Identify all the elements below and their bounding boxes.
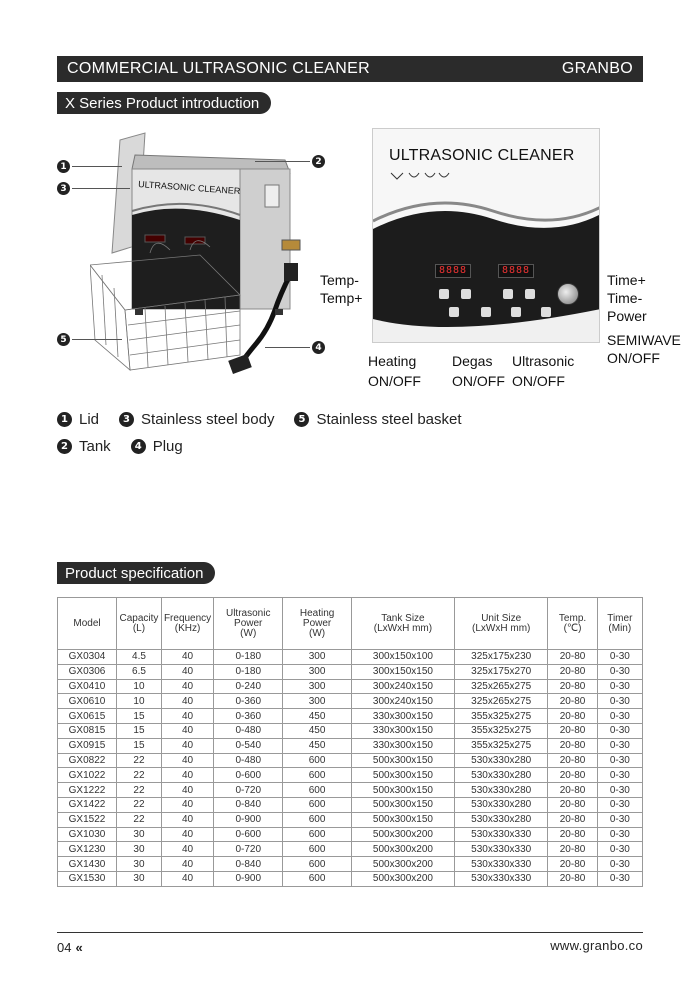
legend-badge: 1 [57, 412, 72, 427]
legend-label: Stainless steel basket [316, 411, 462, 428]
column-header [283, 598, 352, 650]
table-cell: 530x330x330 [454, 842, 547, 857]
label-heating-onoff: ON/OFF [368, 373, 421, 389]
table-cell: 500x300x150 [351, 768, 454, 783]
table-cell: 0-30 [597, 768, 642, 783]
brand-name: GRANBO [561, 60, 633, 77]
table-cell: 600 [283, 797, 352, 812]
column-header [454, 598, 547, 650]
table-cell: 355x325x275 [454, 709, 547, 724]
table-cell: 500x300x150 [351, 797, 454, 812]
column-header [597, 598, 642, 650]
column-header [58, 598, 117, 650]
table-cell: 20-80 [548, 797, 597, 812]
website-url: www.granbo.co [550, 938, 643, 953]
label-semiwave-onoff: ON/OFF [607, 350, 660, 366]
table-cell: GX0915 [58, 738, 117, 753]
table-cell: GX0815 [58, 723, 117, 738]
ultrasonic-wave-icon [389, 169, 451, 181]
table-cell: 600 [283, 827, 352, 842]
column-header-line: Heating [299, 607, 335, 619]
spec-table [57, 597, 643, 887]
table-cell: 0-600 [214, 768, 283, 783]
table-cell: 20-80 [548, 650, 597, 665]
leader-line [265, 347, 310, 348]
table-cell: 40 [161, 709, 213, 724]
time-display: 8888 [498, 264, 534, 278]
table-cell: 40 [161, 812, 213, 827]
column-header-line: (Min) [608, 622, 632, 634]
table-row [58, 871, 643, 886]
legend-label: Tank [79, 438, 111, 455]
table-cell: 600 [283, 857, 352, 872]
table-cell: 0-30 [597, 709, 642, 724]
control-panel-image [372, 128, 600, 343]
table-cell: GX1422 [58, 797, 117, 812]
leader-line [72, 188, 130, 189]
table-cell: 0-360 [214, 694, 283, 709]
label-degas-onoff: ON/OFF [452, 373, 505, 389]
callout-badge: 3 [57, 182, 70, 195]
table-cell: 20-80 [548, 723, 597, 738]
table-cell: 0-480 [214, 723, 283, 738]
table-cell: 20-80 [548, 694, 597, 709]
label-temp-minus: Temp- [320, 272, 359, 288]
table-row [58, 723, 643, 738]
table-cell: 0-900 [214, 812, 283, 827]
power-knob[interactable] [557, 283, 579, 305]
legend-badge: 3 [119, 412, 134, 427]
table-cell: 500x300x150 [351, 753, 454, 768]
callout-badge: 5 [57, 333, 70, 346]
product-illustration [90, 125, 350, 380]
table-cell: 40 [161, 694, 213, 709]
table-cell: 10 [117, 694, 162, 709]
footer-divider [57, 932, 643, 933]
legend-label: Stainless steel body [141, 411, 275, 428]
table-cell: 20-80 [548, 842, 597, 857]
table-cell: 40 [161, 738, 213, 753]
table-cell: 530x330x330 [454, 857, 547, 872]
column-header-line: (L) [132, 622, 146, 634]
table-cell: 300x150x100 [351, 650, 454, 665]
table-cell: 600 [283, 812, 352, 827]
table-cell: 20-80 [548, 857, 597, 872]
table-cell: 325x175x230 [454, 650, 547, 665]
column-header-line: Tank Size [381, 612, 425, 624]
label-semiwave: SEMIWAVE [607, 332, 681, 348]
column-header-line: Power [302, 617, 332, 629]
table-cell: 355x325x275 [454, 738, 547, 753]
table-cell: 0-30 [597, 812, 642, 827]
table-row [58, 768, 643, 783]
double-chevron-left-icon: « [75, 940, 83, 955]
table-cell: 0-240 [214, 679, 283, 694]
callout-2 [312, 155, 325, 168]
label-heating: Heating [368, 353, 417, 369]
table-cell: 0-30 [597, 650, 642, 665]
table-cell: GX0304 [58, 650, 117, 665]
legend-badge: 2 [57, 439, 72, 454]
table-cell: 0-30 [597, 783, 642, 798]
table-row [58, 753, 643, 768]
table-cell: 0-840 [214, 857, 283, 872]
panel-wave-background [373, 199, 600, 343]
callout-1 [57, 160, 70, 173]
table-cell: 40 [161, 827, 213, 842]
table-cell: 300x150x150 [351, 664, 454, 679]
table-cell: 30 [117, 842, 162, 857]
table-cell: 600 [283, 842, 352, 857]
table-cell: 22 [117, 768, 162, 783]
column-header-line: Power [234, 617, 263, 629]
table-cell: 20-80 [548, 664, 597, 679]
table-cell: 0-180 [214, 664, 283, 679]
table-cell: 530x330x280 [454, 783, 547, 798]
table-cell: 20-80 [548, 783, 597, 798]
column-header-line: (W) [309, 627, 326, 639]
table-cell: 530x330x330 [454, 871, 547, 886]
document-title: COMMERCIAL ULTRASONIC CLEANER [67, 60, 370, 77]
table-cell: 20-80 [548, 871, 597, 886]
table-cell: 500x300x200 [351, 842, 454, 857]
table-cell: 500x300x200 [351, 827, 454, 842]
table-cell: 330x300x150 [351, 723, 454, 738]
table-cell: 0-900 [214, 871, 283, 886]
column-header [351, 598, 454, 650]
table-cell: 325x175x270 [454, 664, 547, 679]
table-cell: 30 [117, 871, 162, 886]
table-row [58, 664, 643, 679]
svg-text:ULTRASONIC CLEANER: ULTRASONIC CLEANER [137, 179, 241, 197]
table-cell: 300x240x150 [351, 694, 454, 709]
column-header-line: Timer [607, 612, 633, 624]
table-cell: 40 [161, 857, 213, 872]
table-cell: 20-80 [548, 679, 597, 694]
table-cell: GX1230 [58, 842, 117, 857]
time-plus-button[interactable] [503, 289, 513, 299]
table-cell: 40 [161, 797, 213, 812]
table-cell: 40 [161, 871, 213, 886]
section-title-intro [57, 92, 271, 114]
table-cell: 22 [117, 812, 162, 827]
table-cell: 40 [161, 753, 213, 768]
legend-badge: 5 [294, 412, 309, 427]
spec-table-header [58, 598, 643, 650]
callout-badge: 4 [312, 341, 325, 354]
column-header-line: (LxWxH mm) [373, 622, 433, 634]
column-header-line: Capacity [119, 612, 159, 624]
table-cell: GX0610 [58, 694, 117, 709]
column-header-line: (LxWxH mm) [472, 622, 531, 634]
table-cell: 330x300x150 [351, 709, 454, 724]
callout-badge: 1 [57, 160, 70, 173]
table-cell: 355x325x275 [454, 723, 547, 738]
legend-row-2 [57, 438, 203, 455]
table-cell: 0-180 [214, 650, 283, 665]
table-cell: GX1522 [58, 812, 117, 827]
label-time-plus: Time+ [607, 272, 646, 288]
section-title-intro-text: X Series Product introduction [65, 94, 260, 112]
table-cell: 450 [283, 723, 352, 738]
table-cell: 0-30 [597, 842, 642, 857]
cleaner-drawing [90, 125, 350, 380]
table-cell: 0-30 [597, 827, 642, 842]
table-cell: 20-80 [548, 768, 597, 783]
table-cell: GX0410 [58, 679, 117, 694]
table-cell: 22 [117, 783, 162, 798]
table-cell: 40 [161, 650, 213, 665]
table-cell: 22 [117, 753, 162, 768]
table-cell: 0-30 [597, 797, 642, 812]
table-cell: 530x330x280 [454, 797, 547, 812]
table-cell: 0-30 [597, 857, 642, 872]
table-cell: 15 [117, 723, 162, 738]
table-cell: 30 [117, 827, 162, 842]
page-number [57, 940, 83, 955]
table-cell: 4.5 [117, 650, 162, 665]
callout-badge: 2 [312, 155, 325, 168]
table-cell: 15 [117, 709, 162, 724]
legend-badge: 4 [131, 439, 146, 454]
table-cell: 30 [117, 857, 162, 872]
table-cell: 600 [283, 768, 352, 783]
table-cell: 0-360 [214, 709, 283, 724]
table-cell: 500x300x200 [351, 857, 454, 872]
column-header-line: (KHz) [174, 622, 201, 634]
temperature-display: 8888 [435, 264, 471, 278]
table-cell: 0-30 [597, 738, 642, 753]
table-row [58, 709, 643, 724]
table-cell: 500x300x200 [351, 871, 454, 886]
table-cell: 40 [161, 842, 213, 857]
table-cell: 0-30 [597, 871, 642, 886]
degas-button[interactable] [481, 307, 491, 317]
table-cell: 325x265x275 [454, 679, 547, 694]
table-row [58, 650, 643, 665]
column-header [214, 598, 283, 650]
label-time-minus: Time- [607, 290, 643, 306]
table-row [58, 797, 643, 812]
table-cell: 530x330x280 [454, 753, 547, 768]
section-title-spec-text: Product specification [65, 564, 204, 582]
semiwave-button[interactable] [541, 307, 551, 317]
table-row [58, 679, 643, 694]
table-cell: 20-80 [548, 812, 597, 827]
column-header [161, 598, 213, 650]
table-cell: 15 [117, 738, 162, 753]
table-cell: 0-30 [597, 679, 642, 694]
column-header-line: Temp. [558, 612, 587, 624]
label-degas: Degas [452, 353, 493, 369]
label-ultrasonic: Ultrasonic [512, 353, 575, 369]
table-cell: 0-30 [597, 753, 642, 768]
table-cell: 600 [283, 871, 352, 886]
table-cell: 530x330x330 [454, 827, 547, 842]
heating-button[interactable] [449, 307, 459, 317]
table-cell: 0-600 [214, 827, 283, 842]
column-header-line: Model [73, 617, 101, 629]
table-row [58, 857, 643, 872]
table-row [58, 827, 643, 842]
legend-row-1 [57, 411, 482, 428]
table-cell: 40 [161, 664, 213, 679]
table-cell: 40 [161, 723, 213, 738]
table-cell: 0-720 [214, 842, 283, 857]
page-number-text: 04 [57, 940, 72, 955]
table-cell: 500x300x150 [351, 783, 454, 798]
legend-label: Plug [152, 438, 183, 455]
table-cell: GX1022 [58, 768, 117, 783]
temp-plus-button[interactable] [461, 289, 471, 299]
table-cell: 330x300x150 [351, 738, 454, 753]
table-cell: 450 [283, 738, 352, 753]
table-cell: 40 [161, 679, 213, 694]
table-cell: 40 [161, 768, 213, 783]
table-row [58, 694, 643, 709]
table-cell: 300 [283, 679, 352, 694]
legend-label: Lid [79, 411, 100, 428]
table-cell: 450 [283, 709, 352, 724]
table-cell: GX0306 [58, 664, 117, 679]
table-cell: 20-80 [548, 827, 597, 842]
table-cell: GX1530 [58, 871, 117, 886]
table-cell: 0-720 [214, 783, 283, 798]
table-cell: 600 [283, 783, 352, 798]
panel-title: ULTRASONIC CLEANER [389, 147, 575, 164]
ultrasonic-button[interactable] [511, 307, 521, 317]
table-cell: 500x300x150 [351, 812, 454, 827]
table-cell: 600 [283, 753, 352, 768]
table-cell: 300x240x150 [351, 679, 454, 694]
table-cell: 0-480 [214, 753, 283, 768]
leader-line [255, 161, 310, 162]
table-cell: 22 [117, 797, 162, 812]
table-row [58, 812, 643, 827]
table-cell: 530x330x280 [454, 768, 547, 783]
table-cell: 0-840 [214, 797, 283, 812]
time-minus-button[interactable] [525, 289, 535, 299]
table-cell: 10 [117, 679, 162, 694]
table-cell: 300 [283, 650, 352, 665]
spec-table-body [58, 650, 643, 887]
table-cell: GX0615 [58, 709, 117, 724]
column-header-line: Ultrasonic [225, 607, 271, 619]
table-row [58, 783, 643, 798]
column-header [117, 598, 162, 650]
table-cell: 20-80 [548, 709, 597, 724]
leader-line [72, 339, 122, 340]
table-cell: 20-80 [548, 753, 597, 768]
table-cell: GX1222 [58, 783, 117, 798]
temp-minus-button[interactable] [439, 289, 449, 299]
table-cell: 40 [161, 783, 213, 798]
table-cell: 325x265x275 [454, 694, 547, 709]
table-row [58, 738, 643, 753]
table-cell: 300 [283, 664, 352, 679]
table-cell: 0-30 [597, 664, 642, 679]
header-bar [57, 56, 643, 82]
table-cell: GX1430 [58, 857, 117, 872]
table-cell: 0-540 [214, 738, 283, 753]
table-cell: GX1030 [58, 827, 117, 842]
callout-5 [57, 333, 70, 346]
callout-3 [57, 182, 70, 195]
table-cell: 530x330x280 [454, 812, 547, 827]
table-cell: 20-80 [548, 738, 597, 753]
table-cell: GX0822 [58, 753, 117, 768]
column-header-line: Frequency [163, 612, 212, 624]
table-cell: 6.5 [117, 664, 162, 679]
label-ultrasonic-onoff: ON/OFF [512, 373, 565, 389]
leader-line [72, 166, 122, 167]
column-header-line: (℃) [563, 622, 582, 634]
table-cell: 300 [283, 694, 352, 709]
table-cell: 0-30 [597, 694, 642, 709]
section-title-spec [57, 562, 215, 584]
column-header-line: Unit Size [481, 612, 522, 624]
table-cell: 0-30 [597, 723, 642, 738]
label-power: Power [607, 308, 647, 324]
column-header-line: (W) [240, 627, 257, 639]
table-row [58, 842, 643, 857]
label-temp-plus: Temp+ [320, 290, 363, 306]
callout-4 [312, 341, 325, 354]
column-header [548, 598, 597, 650]
